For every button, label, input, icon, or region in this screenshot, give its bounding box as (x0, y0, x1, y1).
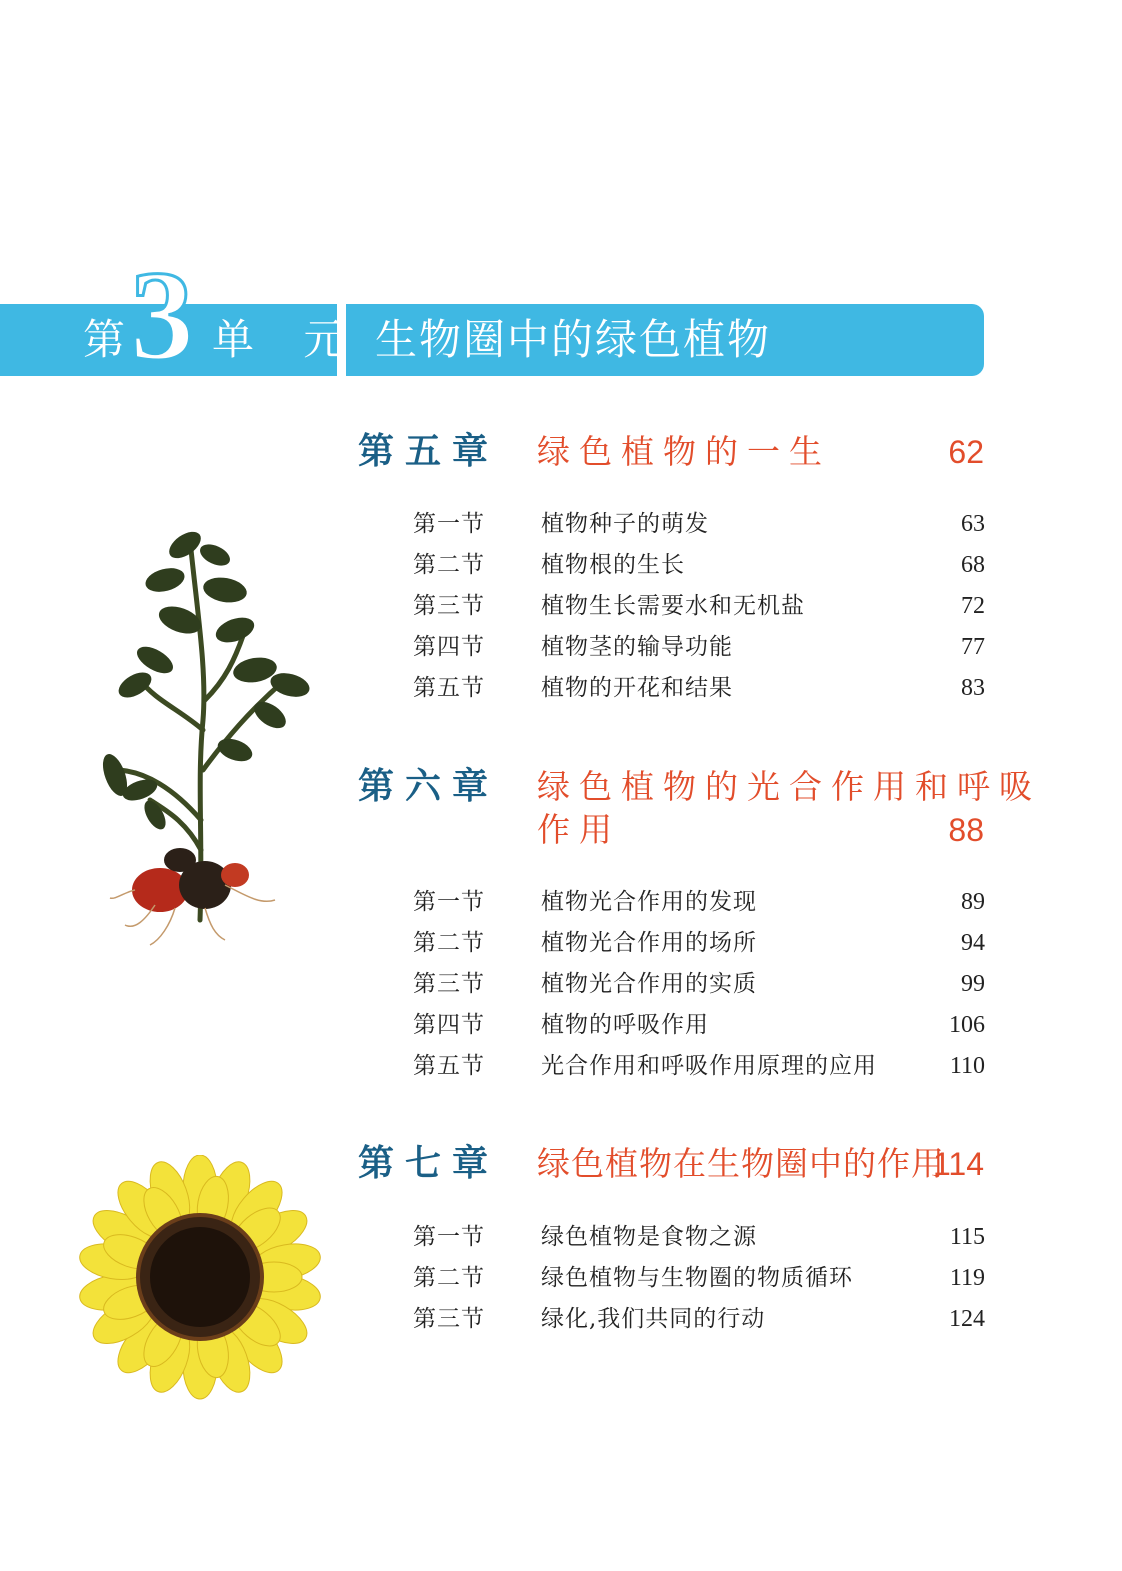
toc-row[interactable] (413, 925, 985, 961)
section-page: 106 (949, 1012, 985, 1038)
chapter-title-line2[interactable]: 作用 (537, 810, 621, 849)
chapter-page[interactable]: 88 (948, 812, 984, 848)
section-page: 63 (961, 511, 985, 537)
section-page: 110 (949, 1053, 985, 1079)
section-title: 植物光合作用的实质 (541, 971, 757, 997)
section-page: 115 (949, 1224, 985, 1250)
section-label: 第四节 (413, 634, 485, 660)
chapter-label: 第六章 (358, 766, 500, 807)
section-page: 119 (949, 1265, 985, 1291)
section-label: 第二节 (413, 1265, 485, 1291)
chapter-title[interactable]: 绿色植物在生物圈中的作用 (537, 1144, 945, 1183)
section-label: 第三节 (413, 593, 485, 619)
section-label: 第三节 (413, 1306, 485, 1332)
section-title: 植物种子的萌发 (541, 511, 709, 537)
sunflower-icon (78, 1155, 323, 1400)
section-page: 99 (961, 971, 985, 997)
section-page: 94 (961, 930, 985, 956)
chapter-label: 第五章 (358, 431, 500, 472)
toc-row[interactable] (413, 884, 985, 920)
section-title: 植物茎的输导功能 (541, 634, 733, 660)
unit-prefix: 第 (83, 315, 126, 364)
section-label: 第二节 (413, 930, 485, 956)
section-title: 绿化,我们共同的行动 (541, 1306, 766, 1332)
toc-row[interactable] (413, 670, 985, 706)
section-page: 72 (961, 593, 985, 619)
section-label: 第一节 (413, 511, 485, 537)
section-title: 植物根的生长 (541, 552, 685, 578)
toc-row[interactable] (413, 506, 985, 542)
chapter-title[interactable]: 绿色植物的一生 (537, 432, 831, 471)
section-label: 第三节 (413, 971, 485, 997)
section-page: 83 (961, 675, 985, 701)
toc-row[interactable] (413, 1048, 985, 1084)
section-page: 68 (961, 552, 985, 578)
section-title: 绿色植物是食物之源 (541, 1224, 757, 1250)
section-label: 第五节 (413, 675, 485, 701)
chapter-title[interactable]: 绿色植物的光合作用和呼吸 (537, 767, 1041, 806)
section-title: 植物的开花和结果 (541, 675, 733, 701)
toc-row[interactable] (413, 1219, 985, 1255)
section-page: 124 (949, 1306, 985, 1332)
chapter-label: 第七章 (358, 1143, 500, 1184)
section-page: 77 (961, 634, 985, 660)
section-title: 绿色植物与生物圈的物质循环 (541, 1265, 853, 1291)
section-label: 第四节 (413, 1012, 485, 1038)
section-title: 植物生长需要水和无机盐 (541, 593, 805, 619)
section-title: 光合作用和呼吸作用原理的应用 (541, 1053, 877, 1079)
toc-row[interactable] (413, 629, 985, 665)
toc-row[interactable] (413, 1007, 985, 1043)
chapter-page[interactable]: 114 (932, 1146, 984, 1182)
unit-title: 生物圈中的绿色植物 (375, 315, 772, 364)
section-label: 第一节 (413, 1224, 485, 1250)
potato-plant-icon (85, 520, 325, 950)
section-label: 第二节 (413, 552, 485, 578)
section-title: 植物的呼吸作用 (541, 1012, 709, 1038)
toc-row[interactable] (413, 966, 985, 1002)
toc-row[interactable] (413, 1301, 985, 1337)
unit-suffix: 单 元 (212, 315, 364, 364)
section-page: 89 (961, 889, 985, 915)
section-label: 第一节 (413, 889, 485, 915)
section-title: 植物光合作用的场所 (541, 930, 757, 956)
section-title: 植物光合作用的发现 (541, 889, 757, 915)
toc-row[interactable] (413, 588, 985, 624)
toc-row[interactable] (413, 1260, 985, 1296)
chapter-page[interactable]: 62 (948, 434, 984, 470)
toc-row[interactable] (413, 547, 985, 583)
unit-number: 3 (130, 245, 194, 387)
section-label: 第五节 (413, 1053, 485, 1079)
